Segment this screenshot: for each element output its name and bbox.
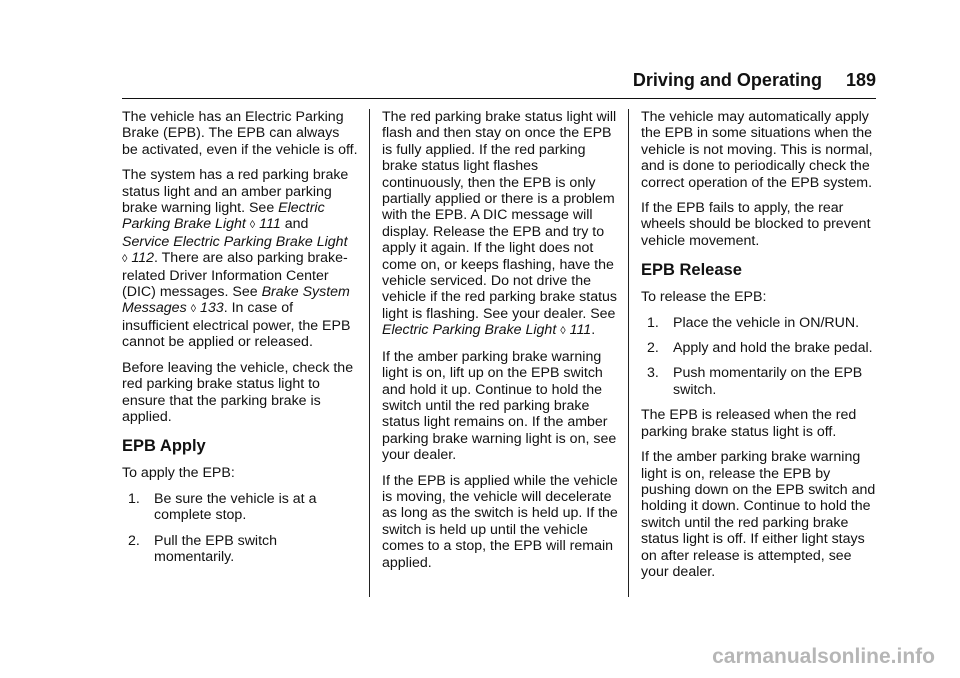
text: The red parking brake status light will flash and then stay on once the EPB is fully applied. If the red parking brake status light flashes continuously, then the EPB is only partially applied or there is a problem with the EPB. A DIC message will display. Release the EPB and try to apply it again. If the light does not come on, or keeps flashing, have the vehicle serviced. Do not drive the vehicle if the red parking brake status light is flashing. See your dealer. See bbox=[382, 109, 618, 322]
step-number: 3. bbox=[647, 365, 659, 382]
column-divider bbox=[628, 109, 629, 597]
page-reference[interactable]: 112 bbox=[131, 250, 155, 267]
paragraph bbox=[382, 109, 618, 340]
release-steps bbox=[641, 315, 879, 399]
column-2 bbox=[382, 109, 618, 580]
paragraph: The vehicle has an Electric Parking Brake (EPB). The EPB can always be activated, even if the vehicle is off. bbox=[122, 109, 358, 158]
intro-text: To apply the EPB: bbox=[122, 465, 235, 482]
page-ref-icon: ◊ bbox=[190, 303, 197, 316]
step-text: Push momentarily on the EPB switch. bbox=[673, 365, 863, 398]
cross-reference-link[interactable]: Electric Parking Brake Light bbox=[382, 322, 557, 339]
step-number: 2. bbox=[647, 340, 659, 357]
intro-text: To release the EPB: bbox=[641, 289, 767, 306]
cross-reference-link[interactable]: Service Electric Parking Brake Light bbox=[122, 233, 348, 250]
paragraph: If the EPB is applied while the vehicle is moving, the vehicle will decelerate as long as the switch is held up. If the switch is held up until the vehicle comes to a stop, the EPB will remain applied. bbox=[382, 472, 618, 571]
page-header bbox=[612, 70, 876, 91]
page-reference[interactable]: 133 bbox=[200, 300, 224, 317]
text: and bbox=[280, 216, 309, 233]
step-number: 1. bbox=[647, 314, 659, 331]
cross-reference-link[interactable]: Electric Parking Brake Light bbox=[122, 200, 325, 233]
page-reference[interactable]: 111 bbox=[569, 322, 592, 339]
paragraph: If the amber parking brake warning light is on, lift up on the EPB switch and hold it up. Continue to hold the switch until the red parking brake status light remains on. If the amber parking brake warning light is on, see your dealer. bbox=[382, 348, 617, 464]
step-text: Apply and hold the brake pedal. bbox=[673, 340, 873, 357]
paragraph: The vehicle may automatically apply the EPB in some situations when the vehicle is not moving. This is normal, and is done to periodically check the correct operation of the EPB system. bbox=[641, 109, 873, 191]
column-divider bbox=[369, 109, 370, 597]
paragraph: If the amber parking brake warning light is on, release the EPB by pushing down on the EPB switch and holding it down. Continue to hold the switch until the red parking brake status light is off. If either light stays on after release is attempted, see your dealer. bbox=[641, 449, 876, 580]
list-item bbox=[641, 340, 879, 356]
page-number: 189 bbox=[845, 70, 876, 90]
paragraph: The EPB is released when the red parking brake status light is off. bbox=[641, 407, 857, 440]
list-item bbox=[641, 315, 879, 331]
step-number: 1. bbox=[128, 490, 140, 507]
column-3 bbox=[641, 109, 879, 589]
heading-epb-apply: EPB Apply bbox=[122, 437, 206, 456]
paragraph: Before leaving the vehicle, check the red parking brake status light to ensure that the parking brake is applied. bbox=[122, 359, 354, 425]
page-ref-icon: ◊ bbox=[249, 219, 256, 232]
apply-steps bbox=[122, 491, 358, 566]
paragraph bbox=[122, 167, 358, 350]
list-item bbox=[122, 491, 358, 524]
header-rule bbox=[122, 98, 876, 99]
step-text: Pull the EPB switch momentarily. bbox=[154, 532, 278, 565]
paragraph: If the EPB fails to apply, the rear wheels should be blocked to prevent vehicle movement. bbox=[641, 200, 871, 249]
step-text: Be sure the vehicle is at a complete stop. bbox=[154, 490, 317, 524]
step-number: 2. bbox=[128, 532, 140, 549]
list-item bbox=[122, 533, 358, 566]
heading-epb-release: EPB Release bbox=[641, 261, 742, 280]
column-1 bbox=[122, 109, 358, 574]
text: The system has a red parking brake status light and an amber parking brake warning light. See bbox=[122, 167, 349, 217]
step-text: Place the vehicle in ON/RUN. bbox=[673, 314, 860, 331]
list-item bbox=[641, 365, 879, 398]
page-reference[interactable]: 111 bbox=[259, 216, 281, 233]
text: . In case of insufficient electrical power, the EPB cannot be applied or released. bbox=[122, 300, 351, 351]
cross-reference-link[interactable]: Brake System Messages bbox=[122, 284, 350, 317]
section-title: Driving and Operating bbox=[632, 70, 822, 90]
text: . bbox=[591, 322, 596, 339]
watermark: carmanualsonline.info bbox=[712, 645, 935, 668]
text: . There are also parking brake-related Driver Information Center (DIC) messages. See bbox=[122, 250, 348, 301]
page-ref-icon: ◊ bbox=[560, 325, 566, 338]
page-ref-icon: ◊ bbox=[122, 253, 128, 266]
